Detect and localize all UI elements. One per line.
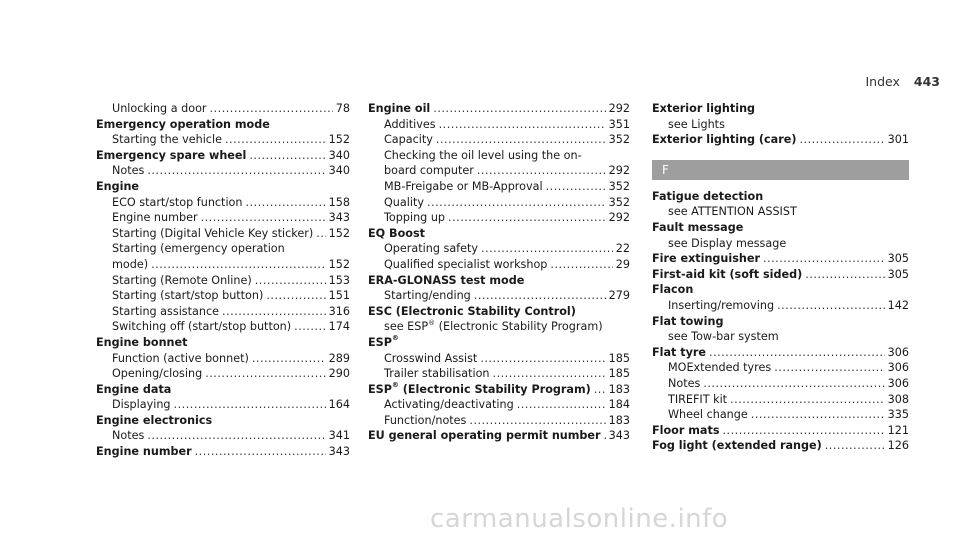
leader-dots bbox=[249, 148, 325, 164]
leader-dots bbox=[448, 210, 606, 226]
leader-dots bbox=[546, 179, 606, 195]
index-heading: Engine bonnet bbox=[96, 335, 188, 349]
leader-dots bbox=[751, 407, 885, 423]
page-reference: 343 bbox=[328, 445, 350, 459]
page-reference: 306 bbox=[887, 345, 909, 359]
entry-text-part: see ESP bbox=[384, 320, 429, 334]
leader-dots bbox=[825, 438, 885, 454]
page-reference: 352 bbox=[608, 179, 630, 193]
index-entry bbox=[652, 251, 909, 267]
index-entry bbox=[368, 132, 630, 148]
index-entry bbox=[96, 195, 350, 211]
index-heading: Fatigue detection bbox=[652, 189, 764, 203]
index-entry bbox=[96, 163, 350, 179]
leader-dots bbox=[427, 195, 606, 211]
entry-text: Unlocking a door bbox=[112, 102, 207, 115]
index-entry: see Lights bbox=[668, 117, 725, 131]
entry-text: Notes bbox=[112, 429, 145, 443]
index-entry bbox=[368, 241, 630, 257]
index-entry bbox=[652, 345, 909, 361]
page-reference: 121 bbox=[887, 423, 909, 437]
leader-dots bbox=[480, 351, 605, 367]
leader-dots bbox=[201, 210, 326, 226]
leader-dots bbox=[266, 288, 325, 304]
index-entry bbox=[368, 210, 630, 226]
entry-text: Switching off (start/stop button) bbox=[112, 320, 292, 334]
index-entry bbox=[652, 423, 909, 439]
leader-dots bbox=[777, 298, 885, 314]
entry-text: Exterior lighting (care) bbox=[652, 133, 797, 147]
page-reference: 301 bbox=[887, 133, 909, 147]
index-entry bbox=[652, 267, 909, 283]
leader-dots bbox=[550, 257, 612, 273]
leader-dots bbox=[709, 345, 885, 361]
entry-text: Floor mats bbox=[652, 423, 720, 437]
page-reference: 290 bbox=[328, 367, 350, 381]
index-entry bbox=[368, 257, 630, 273]
entry-text: Starting assistance bbox=[112, 304, 220, 318]
index-entry bbox=[96, 101, 350, 117]
index-heading: ESC (Electronic Stability Control) bbox=[368, 304, 576, 318]
index-entry bbox=[368, 366, 630, 382]
page-reference: 343 bbox=[608, 429, 630, 443]
index-heading: Emergency operation mode bbox=[96, 117, 270, 131]
index-entry bbox=[652, 407, 909, 423]
index-column-2 bbox=[368, 101, 630, 444]
page-reference: 279 bbox=[608, 289, 630, 303]
page-reference: 292 bbox=[608, 102, 630, 115]
index-entry: see ATTENTION ASSIST bbox=[668, 205, 797, 219]
index-entry bbox=[368, 101, 630, 117]
index-entry bbox=[368, 179, 630, 195]
page-reference: 340 bbox=[328, 148, 350, 162]
index-entry bbox=[368, 335, 630, 351]
entry-text: Wheel change bbox=[668, 408, 748, 422]
entry-text: Qualified specialist workshop bbox=[384, 257, 548, 271]
entry-text: Engine number bbox=[96, 445, 192, 459]
page-reference: 184 bbox=[608, 398, 630, 412]
entry-text: Fire extinguisher bbox=[652, 252, 760, 266]
index-entry bbox=[368, 413, 630, 429]
index-entry bbox=[652, 376, 909, 392]
index-column-3 bbox=[652, 101, 909, 454]
index-entry bbox=[368, 163, 630, 179]
entry-text: Topping up bbox=[384, 211, 446, 225]
leader-dots bbox=[774, 360, 884, 376]
page-reference: 152 bbox=[328, 226, 350, 240]
index-entry bbox=[368, 117, 630, 133]
page-reference: 151 bbox=[328, 289, 350, 303]
page-reference: 126 bbox=[887, 439, 909, 453]
entry-text: Engine oil bbox=[368, 102, 431, 115]
leader-dots bbox=[222, 304, 326, 320]
page-reference: 164 bbox=[328, 398, 350, 412]
index-entry bbox=[368, 195, 630, 211]
entry-text: Flat tyre bbox=[652, 345, 707, 359]
registered-mark: ® bbox=[391, 380, 399, 389]
leader-dots bbox=[147, 428, 325, 444]
index-group-f bbox=[652, 189, 909, 454]
page-reference: 142 bbox=[887, 298, 909, 312]
index-heading: Engine bbox=[96, 179, 140, 193]
page-header bbox=[866, 74, 941, 89]
entry-text: Capacity bbox=[384, 133, 433, 147]
leader-dots bbox=[205, 366, 325, 382]
index-entry bbox=[652, 438, 909, 454]
index-heading: Fault message bbox=[652, 220, 744, 234]
registered-mark: ® bbox=[391, 334, 399, 343]
leader-dots bbox=[493, 366, 606, 382]
entry-text: Starting/ending bbox=[384, 289, 471, 303]
page-reference: 335 bbox=[887, 408, 909, 422]
index-entry bbox=[368, 319, 630, 335]
entry-text: mode) bbox=[112, 257, 149, 271]
index-heading: EQ Boost bbox=[368, 226, 425, 240]
page-reference: 351 bbox=[608, 117, 630, 131]
leader-dots bbox=[147, 163, 325, 179]
page-reference: 185 bbox=[608, 367, 630, 381]
leader-dots bbox=[604, 428, 606, 444]
entry-text: Additives bbox=[384, 117, 436, 131]
leader-dots bbox=[730, 392, 885, 408]
leader-dots bbox=[439, 117, 606, 133]
index-entry bbox=[96, 288, 350, 304]
entry-text: TIREFIT kit bbox=[668, 392, 728, 406]
index-entry bbox=[652, 298, 909, 314]
index-entry bbox=[96, 273, 350, 289]
index-entry bbox=[652, 132, 909, 148]
entry-text: Activating/deactivating bbox=[384, 398, 514, 412]
leader-dots bbox=[469, 413, 605, 429]
page-reference: 292 bbox=[608, 211, 630, 225]
section-letter-bar bbox=[652, 160, 909, 180]
watermark: carmanualsonline.info bbox=[430, 504, 729, 534]
entry-text: Opening/closing bbox=[112, 367, 203, 381]
entry-text: ECO start/stop function bbox=[112, 195, 243, 209]
page-reference: 340 bbox=[328, 164, 350, 178]
page-number: 443 bbox=[913, 74, 940, 89]
leader-dots bbox=[703, 376, 884, 392]
page-reference: 78 bbox=[335, 102, 350, 115]
index-entry: Starting (emergency operation bbox=[112, 242, 285, 256]
leader-dots bbox=[477, 163, 606, 179]
index-entry bbox=[96, 444, 350, 460]
entry-text bbox=[368, 382, 591, 398]
page-reference: 306 bbox=[887, 376, 909, 390]
leader-dots bbox=[722, 423, 884, 439]
index-entry bbox=[368, 397, 630, 413]
index-entry: see Tow-bar system bbox=[668, 330, 779, 344]
entry-text-part: ESP bbox=[368, 335, 392, 349]
page-reference: 305 bbox=[887, 252, 909, 266]
page-reference: 22 bbox=[615, 242, 630, 256]
leader-dots bbox=[799, 132, 884, 148]
page-reference: 183 bbox=[608, 382, 630, 396]
page-reference: 341 bbox=[328, 429, 350, 443]
index-heading: Flacon bbox=[652, 283, 694, 297]
leader-dots bbox=[225, 132, 326, 148]
header-label: Index bbox=[865, 74, 900, 89]
entry-text: Starting (Digital Vehicle Key sticker) bbox=[112, 226, 314, 240]
entry-text: Starting (start/stop button) bbox=[112, 289, 264, 303]
index-heading: Engine electronics bbox=[96, 413, 213, 427]
entry-text-part: (Electronic Stability Program) bbox=[398, 382, 591, 396]
entry-text: Engine number bbox=[112, 211, 198, 225]
index-entry bbox=[96, 210, 350, 226]
entry-text: EU general operating permit number bbox=[368, 429, 601, 443]
page-reference: 29 bbox=[615, 257, 630, 271]
index-heading: Exterior lighting bbox=[652, 102, 756, 115]
registered-mark: ® bbox=[428, 318, 436, 327]
index-entry bbox=[96, 319, 350, 335]
index-entry bbox=[368, 288, 630, 304]
entry-text: Emergency spare wheel bbox=[96, 148, 247, 162]
page-reference: 289 bbox=[328, 351, 350, 365]
index-entry bbox=[652, 360, 909, 376]
index-group-e bbox=[652, 101, 909, 148]
page-reference: 152 bbox=[328, 257, 350, 271]
entry-text: Operating safety bbox=[384, 242, 479, 256]
leader-dots bbox=[763, 251, 885, 267]
page-reference: 292 bbox=[608, 164, 630, 178]
leader-dots bbox=[316, 226, 325, 242]
index-heading: Flat towing bbox=[652, 314, 724, 328]
page-reference: 153 bbox=[328, 273, 350, 287]
page-reference: 305 bbox=[887, 267, 909, 281]
entry-text-part: (Electronic Stability Program) bbox=[435, 320, 603, 334]
leader-dots bbox=[805, 267, 884, 283]
index-entry bbox=[96, 257, 350, 273]
index-heading: ERA-GLONASS test mode bbox=[368, 273, 525, 287]
index-column-1 bbox=[96, 101, 350, 460]
entry-text: Displaying bbox=[112, 398, 171, 412]
entry-text: Starting the vehicle bbox=[112, 133, 222, 147]
page-reference: 352 bbox=[608, 133, 630, 147]
entry-text-part: ESP bbox=[368, 382, 392, 396]
index-entry bbox=[96, 397, 350, 413]
entry-text: board computer bbox=[384, 164, 474, 178]
index-entry bbox=[96, 366, 350, 382]
page-reference: 352 bbox=[608, 195, 630, 209]
index-entry bbox=[96, 148, 350, 164]
index-entry: Checking the oil level using the on- bbox=[384, 148, 582, 162]
index-heading: Engine data bbox=[96, 382, 172, 396]
entry-text: Notes bbox=[668, 376, 701, 390]
leader-dots bbox=[210, 101, 333, 117]
entry-text: Inserting/removing bbox=[668, 298, 775, 312]
index-entry bbox=[368, 428, 630, 444]
leader-dots bbox=[174, 397, 326, 413]
entry-text: MB-Freigabe or MB-Approval bbox=[384, 179, 543, 193]
index-entry: see Display message bbox=[668, 236, 787, 250]
page-reference: 174 bbox=[328, 320, 350, 334]
page-reference: 343 bbox=[328, 211, 350, 225]
leader-dots bbox=[433, 101, 605, 117]
leader-dots bbox=[474, 288, 606, 304]
entry-text: Trailer stabilisation bbox=[384, 367, 490, 381]
leader-dots bbox=[255, 273, 326, 289]
leader-dots bbox=[294, 319, 326, 335]
leader-dots bbox=[252, 351, 326, 367]
entry-text: Function (active bonnet) bbox=[112, 351, 249, 365]
index-entry bbox=[96, 351, 350, 367]
index-entry bbox=[96, 428, 350, 444]
leader-dots bbox=[517, 397, 606, 413]
leader-dots bbox=[246, 195, 326, 211]
page-reference: 158 bbox=[328, 195, 350, 209]
page-reference: 308 bbox=[887, 392, 909, 406]
index-entry bbox=[96, 226, 350, 242]
page-reference: 183 bbox=[608, 413, 630, 427]
entry-text: Function/notes bbox=[384, 413, 467, 427]
entry-text: Quality bbox=[384, 195, 424, 209]
page-reference: 316 bbox=[328, 304, 350, 318]
page-reference: 306 bbox=[887, 361, 909, 375]
leader-dots bbox=[481, 241, 613, 257]
entry-text: First-aid kit (soft sided) bbox=[652, 267, 803, 281]
entry-text: Notes bbox=[112, 164, 145, 178]
page-reference: 152 bbox=[328, 133, 350, 147]
leader-dots bbox=[594, 382, 606, 398]
index-entry bbox=[652, 392, 909, 408]
entry-text: MOExtended tyres bbox=[668, 361, 772, 375]
index-entry bbox=[96, 132, 350, 148]
leader-dots bbox=[151, 257, 326, 273]
leader-dots bbox=[436, 132, 606, 148]
entry-text: Fog light (extended range) bbox=[652, 439, 822, 453]
index-entry bbox=[96, 304, 350, 320]
index-entry bbox=[368, 382, 630, 398]
page-reference: 185 bbox=[608, 351, 630, 365]
entry-text: Starting (Remote Online) bbox=[112, 273, 252, 287]
leader-dots bbox=[195, 444, 326, 460]
index-entry bbox=[368, 351, 630, 367]
section-letter: F bbox=[662, 162, 669, 177]
entry-text: Crosswind Assist bbox=[384, 351, 478, 365]
